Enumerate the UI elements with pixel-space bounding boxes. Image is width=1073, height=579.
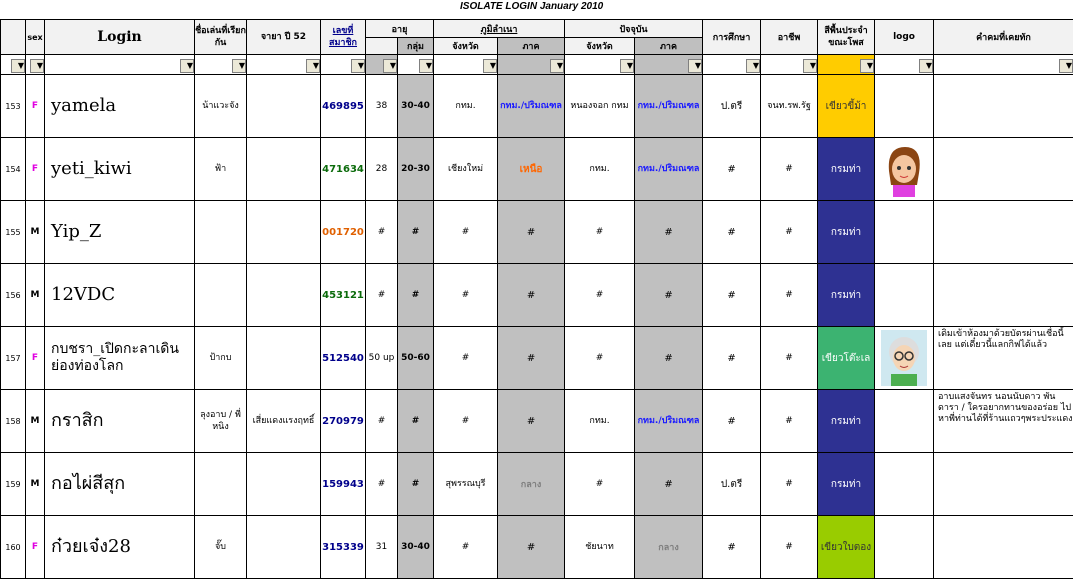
region-value: กลาง <box>521 480 541 490</box>
sheet-title-bar <box>195 0 1073 19</box>
header-home-province: จังหวัด <box>434 38 498 55</box>
filter-dropdown-icon[interactable]: ▼ <box>1059 59 1073 73</box>
home-region-cell[interactable] <box>498 264 565 327</box>
row-number: 153 <box>1 75 26 138</box>
table-row <box>1 264 1073 327</box>
color-cell[interactable]: กรมท่า <box>818 453 875 516</box>
home-region-cell[interactable] <box>498 516 565 579</box>
region-value: กทม./ปริมณฑล <box>638 416 700 426</box>
cur-region-cell[interactable] <box>635 516 703 579</box>
cur-region-cell[interactable] <box>635 264 703 327</box>
filter-cell <box>321 55 366 75</box>
logo-cell[interactable] <box>875 453 934 516</box>
cur-province-cell[interactable]: กทม. <box>565 390 635 453</box>
education-cell[interactable]: ป.ตรี <box>703 453 761 516</box>
job-cell[interactable]: จนท.รพ.รัฐ <box>761 75 818 138</box>
cur-province-cell[interactable]: ชัยนาท <box>565 516 635 579</box>
member-cell[interactable]: 159943 <box>321 453 366 516</box>
header-sex: sex <box>26 20 45 55</box>
region-value: กทม./ปริมณฑล <box>500 101 562 111</box>
spreadsheet-grid <box>0 19 1073 579</box>
header-region-home: ภูมิลำเนา <box>434 20 565 38</box>
member-cell[interactable]: 512540 <box>321 327 366 390</box>
comment-cell[interactable] <box>934 201 1073 264</box>
sex-cell: M <box>26 390 45 453</box>
filter-dropdown-icon[interactable]: ▼ <box>351 59 365 73</box>
member-cell[interactable]: 471634 <box>321 138 366 201</box>
cur-province-cell[interactable]: หนองจอก กทม <box>565 75 635 138</box>
row-number: 158 <box>1 390 26 453</box>
corner-cell <box>1 20 26 55</box>
nickname-cell[interactable]: ลุงอาบ / พี่หนิง <box>195 390 247 453</box>
age-cell[interactable]: 38 <box>366 75 398 138</box>
home-province-cell[interactable]: # <box>434 201 498 264</box>
home-region-cell[interactable] <box>498 327 565 390</box>
nickname-cell[interactable] <box>195 264 247 327</box>
sex-cell: M <box>26 264 45 327</box>
filter-dropdown-icon[interactable]: ▼ <box>180 59 194 73</box>
cur-region-cell[interactable] <box>635 390 703 453</box>
cur-region-cell[interactable] <box>635 75 703 138</box>
comment-cell[interactable]: อาบแสงจันทร นอนนับดาว พันดารา / ใครอยากทานของอร่อย ไปหาพี่ท่านได้ที่ร้านแถวๆพระประแดง <box>934 390 1073 453</box>
age-group-cell[interactable]: 20-30 <box>398 138 434 201</box>
home-region-cell[interactable] <box>498 75 565 138</box>
table-row <box>1 516 1073 579</box>
filter-dropdown-icon[interactable]: ▼ <box>11 59 25 73</box>
region-value: # <box>664 227 672 238</box>
header-comment: คำคมที่เคยทัก <box>934 20 1073 55</box>
year-cell[interactable] <box>247 516 321 579</box>
cur-province-cell[interactable]: # <box>565 327 635 390</box>
nickname-cell[interactable]: ป้ากบ <box>195 327 247 390</box>
education-cell[interactable]: # <box>703 390 761 453</box>
header-row <box>1 20 1073 38</box>
login-cell[interactable]: กราสิก <box>45 390 195 453</box>
filter-cell <box>761 55 818 75</box>
header-education: การศึกษา <box>703 20 761 55</box>
cur-region-cell[interactable] <box>635 138 703 201</box>
education-cell[interactable]: ป.ตรี <box>703 75 761 138</box>
age-cell[interactable]: 28 <box>366 138 398 201</box>
cur-province-cell[interactable]: # <box>565 201 635 264</box>
table-row <box>1 327 1073 390</box>
sheet-title: ISOLATE LOGIN January 2010 <box>460 1 603 12</box>
region-value: กลาง <box>658 543 678 553</box>
login-cell[interactable]: yeti_kiwi <box>45 138 195 201</box>
age-group-cell[interactable]: 50-60 <box>398 327 434 390</box>
region-value: # <box>664 290 672 301</box>
filter-cell <box>934 55 1073 75</box>
home-region-cell[interactable] <box>498 201 565 264</box>
job-cell[interactable]: # <box>761 264 818 327</box>
job-cell[interactable]: # <box>761 453 818 516</box>
comment-cell[interactable] <box>934 264 1073 327</box>
sex-cell: F <box>26 138 45 201</box>
logo-cell[interactable] <box>875 75 934 138</box>
table-row <box>1 201 1073 264</box>
login-cell[interactable]: ก๋วยเจ๋ง28 <box>45 516 195 579</box>
education-cell[interactable]: # <box>703 516 761 579</box>
sex-cell: F <box>26 516 45 579</box>
filter-dropdown-icon[interactable]: ▼ <box>550 59 564 73</box>
job-cell[interactable]: # <box>761 201 818 264</box>
filter-cell <box>434 55 498 75</box>
table-row <box>1 75 1073 138</box>
login-cell[interactable]: Yip_Z <box>45 201 195 264</box>
age-group-cell[interactable]: 30-40 <box>398 75 434 138</box>
filter-dropdown-icon[interactable]: ▼ <box>746 59 760 73</box>
color-cell[interactable]: เขียวใบตอง <box>818 516 875 579</box>
header-current: ปัจจุบัน <box>565 20 703 38</box>
sex-cell: M <box>26 453 45 516</box>
year-cell[interactable] <box>247 138 321 201</box>
member-cell[interactable]: 469895 <box>321 75 366 138</box>
nickname-cell[interactable] <box>195 453 247 516</box>
filter-dropdown-icon[interactable]: ▼ <box>306 59 320 73</box>
age-cell[interactable]: 50 up <box>366 327 398 390</box>
login-cell[interactable]: yamela <box>45 75 195 138</box>
filter-dropdown-icon[interactable]: ▼ <box>860 59 874 73</box>
age-cell[interactable]: # <box>366 264 398 327</box>
header-nickname: ชื่อเล่นที่เรียกกัน <box>195 20 247 55</box>
filter-dropdown-icon[interactable]: ▼ <box>30 59 44 73</box>
logo-cell[interactable] <box>875 327 934 390</box>
comment-cell[interactable] <box>934 516 1073 579</box>
filter-dropdown-icon[interactable]: ▼ <box>483 59 497 73</box>
color-cell[interactable]: กรมท่า <box>818 201 875 264</box>
header-color: สีพื้นประจำขณะโพส <box>818 20 875 55</box>
education-cell[interactable]: # <box>703 327 761 390</box>
education-cell[interactable]: # <box>703 201 761 264</box>
header-cur-region: ภาค <box>635 38 703 55</box>
job-cell[interactable]: # <box>761 390 818 453</box>
filter-dropdown-icon[interactable]: ▼ <box>232 59 246 73</box>
color-cell[interactable]: เขียวขี้ม้า <box>818 75 875 138</box>
job-cell[interactable]: # <box>761 327 818 390</box>
filter-dropdown-icon[interactable]: ▼ <box>919 59 933 73</box>
region-value: # <box>664 479 672 490</box>
filter-dropdown-icon[interactable]: ▼ <box>419 59 433 73</box>
filter-cell <box>366 55 398 75</box>
year-cell[interactable] <box>247 327 321 390</box>
region-value: กทม./ปริมณฑล <box>638 164 700 174</box>
home-province-cell[interactable]: # <box>434 264 498 327</box>
home-province-cell[interactable]: สุพรรณบุรี <box>434 453 498 516</box>
age-cell[interactable]: # <box>366 453 398 516</box>
row-number: 154 <box>1 138 26 201</box>
cur-region-cell[interactable] <box>635 453 703 516</box>
header-age: อายุ <box>366 20 434 38</box>
filter-cell <box>498 55 565 75</box>
year-cell[interactable] <box>247 75 321 138</box>
age-group-cell[interactable]: # <box>398 453 434 516</box>
year-cell[interactable] <box>247 453 321 516</box>
job-cell[interactable]: # <box>761 138 818 201</box>
year-cell[interactable] <box>247 201 321 264</box>
home-region-cell[interactable] <box>498 138 565 201</box>
age-group-cell[interactable]: # <box>398 201 434 264</box>
row-number: 160 <box>1 516 26 579</box>
age-group-cell[interactable]: # <box>398 264 434 327</box>
header-logo: logo <box>875 20 934 55</box>
filter-cell <box>398 55 434 75</box>
member-cell[interactable]: 270979 <box>321 390 366 453</box>
comment-cell[interactable] <box>934 138 1073 201</box>
member-cell[interactable]: 453121 <box>321 264 366 327</box>
login-cell[interactable]: 12VDC <box>45 264 195 327</box>
year-cell[interactable]: เสี่ยแดงแรงฤทธิ์ <box>247 390 321 453</box>
avatar-glasses-icon <box>881 330 927 386</box>
filter-cell <box>26 55 45 75</box>
age-cell[interactable]: # <box>366 201 398 264</box>
home-region-cell[interactable] <box>498 453 565 516</box>
color-cell[interactable]: เขียวโต๊ะเล <box>818 327 875 390</box>
login-cell[interactable]: กอไผ่สีสุก <box>45 453 195 516</box>
cur-province-cell[interactable]: กทม. <box>565 138 635 201</box>
logo-cell[interactable] <box>875 264 934 327</box>
home-province-cell[interactable]: เชียงใหม่ <box>434 138 498 201</box>
filter-cell <box>45 55 195 75</box>
age-cell[interactable]: # <box>366 390 398 453</box>
header-member: เลขที่สมาชิก <box>321 20 366 55</box>
color-cell[interactable]: กรมท่า <box>818 138 875 201</box>
age-cell[interactable]: 31 <box>366 516 398 579</box>
member-cell[interactable]: 315339 <box>321 516 366 579</box>
age-group-cell[interactable]: 30-40 <box>398 516 434 579</box>
comment-cell[interactable]: เดิมเข้าห้องมาด้วยบัตรผ่านเชื่อนี้เลย แต่เดี๋ยวนี้แลกกิฟได้แล้ว <box>934 327 1073 390</box>
logo-cell[interactable] <box>875 390 934 453</box>
comment-cell[interactable] <box>934 453 1073 516</box>
row-number: 159 <box>1 453 26 516</box>
header-cur-province: จังหวัด <box>565 38 635 55</box>
home-province-cell[interactable]: กทม. <box>434 75 498 138</box>
sex-cell: M <box>26 201 45 264</box>
filter-dropdown-icon[interactable]: ▼ <box>688 59 702 73</box>
filter-dropdown-icon[interactable]: ▼ <box>803 59 817 73</box>
filter-cell <box>247 55 321 75</box>
region-value: # <box>527 290 535 301</box>
year-cell[interactable] <box>247 264 321 327</box>
home-region-cell[interactable] <box>498 390 565 453</box>
cur-region-cell[interactable] <box>635 327 703 390</box>
nickname-cell[interactable]: จั๊บ <box>195 516 247 579</box>
filter-cell <box>875 55 934 75</box>
cur-province-cell[interactable]: # <box>565 264 635 327</box>
age-group-cell[interactable]: # <box>398 390 434 453</box>
table-row <box>1 390 1073 453</box>
header-home-region: ภาค <box>498 38 565 55</box>
home-province-cell[interactable]: # <box>434 390 498 453</box>
filter-cell <box>818 55 875 75</box>
region-value: # <box>664 353 672 364</box>
row-number: 155 <box>1 201 26 264</box>
filter-cell <box>703 55 761 75</box>
member-cell[interactable]: 001720 <box>321 201 366 264</box>
logo-cell[interactable] <box>875 201 934 264</box>
filter-cell <box>1 55 26 75</box>
region-value: # <box>527 353 535 364</box>
header-age-group: กลุ่ม <box>398 38 434 55</box>
region-value: เหนือ <box>520 164 543 175</box>
color-cell[interactable]: กรมท่า <box>818 264 875 327</box>
avatar-girl-icon <box>881 141 927 197</box>
row-number: 157 <box>1 327 26 390</box>
region-value: # <box>527 542 535 553</box>
filter-cell <box>635 55 703 75</box>
home-province-cell[interactable]: # <box>434 516 498 579</box>
filter-dropdown-icon[interactable]: ▼ <box>620 59 634 73</box>
filter-dropdown-icon[interactable]: ▼ <box>383 59 397 73</box>
sex-cell: F <box>26 75 45 138</box>
header-year: จายา ปี 52 <box>247 20 321 55</box>
logo-cell[interactable] <box>875 516 934 579</box>
login-cell[interactable]: กบชรา_เปิดกะลาเดินย่องท่องโลก <box>45 327 195 390</box>
nickname-cell[interactable] <box>195 201 247 264</box>
header-login: Login <box>45 20 195 55</box>
nickname-cell[interactable]: ฟ้า <box>195 138 247 201</box>
region-value: กทม./ปริมณฑล <box>638 101 700 111</box>
comment-cell[interactable] <box>934 75 1073 138</box>
sex-cell: F <box>26 327 45 390</box>
region-value: # <box>527 416 535 427</box>
table-row <box>1 138 1073 201</box>
education-cell[interactable]: # <box>703 138 761 201</box>
job-cell[interactable]: # <box>761 516 818 579</box>
education-cell[interactable]: # <box>703 264 761 327</box>
filter-row <box>1 55 1073 75</box>
header-job: อาชีพ <box>761 20 818 55</box>
region-value: # <box>527 227 535 238</box>
table-row <box>1 453 1073 516</box>
logo-cell[interactable] <box>875 138 934 201</box>
row-number: 156 <box>1 264 26 327</box>
color-cell[interactable]: กรมท่า <box>818 390 875 453</box>
header-age-blank <box>366 38 398 55</box>
cur-province-cell[interactable]: # <box>565 453 635 516</box>
filter-cell <box>195 55 247 75</box>
cur-region-cell[interactable] <box>635 201 703 264</box>
nickname-cell[interactable]: น้าแวะจัง <box>195 75 247 138</box>
home-province-cell[interactable]: # <box>434 327 498 390</box>
filter-cell <box>565 55 635 75</box>
